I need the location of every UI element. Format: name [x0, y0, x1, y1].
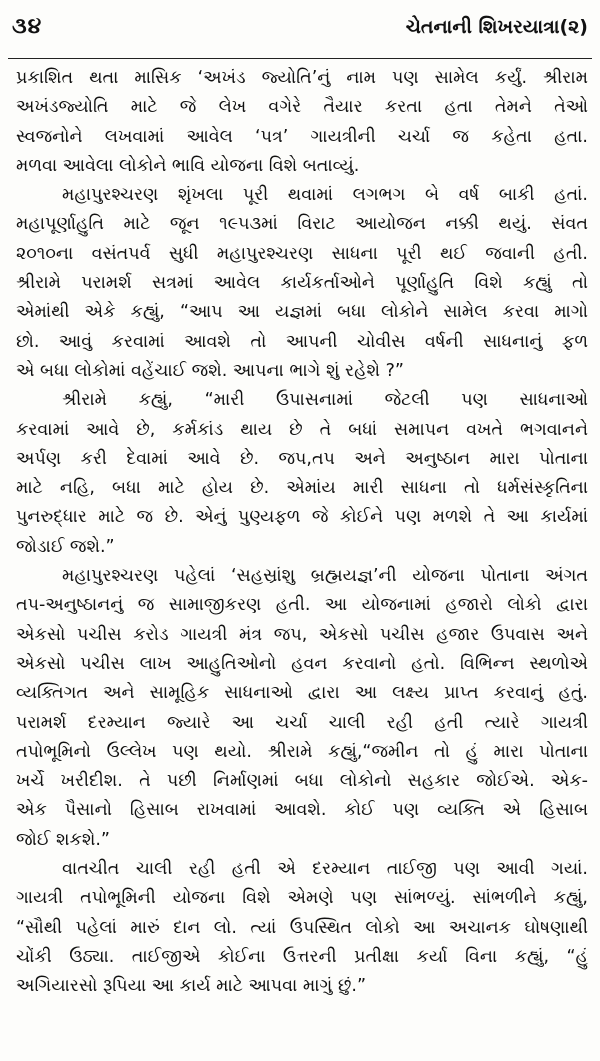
- text-line: મળવા આવેલા લોકોને ભાવિ યોજના વિશે બતાવ્યું.: [16, 155, 360, 176]
- page-header: [0, 6, 600, 46]
- text-line: એક પૈસાનો હિસાબ રાખવામાં આવશે. કોઈ પણ વ્યક્તિ એ હિસાબ: [16, 800, 588, 821]
- text-line: ગાયત્રી તપોભૂમિની યોજના વિશે એમણે પણ સાંભળ્યું. સાંભળીને કહ્યું,: [16, 888, 588, 909]
- running-title: ચેતનાની શિખરયાત્રા(૨): [405, 16, 588, 38]
- text-line: જોઈ શકશે.”: [16, 829, 110, 850]
- page-number: ૩૪: [12, 14, 43, 39]
- text-line: છો. આવું કરવામાં આવશે તો આપની ચોવીસ વર્ષની સાધનાનું ફળ: [16, 331, 588, 352]
- text-line: પુનરુદ્ધાર માટે જ છે. એનું પુણ્યફળ જે કોઈને પણ મળશે તે આ કાર્યમાં: [16, 507, 588, 528]
- text-line: અર્પણ કરી દેવામાં આવે છે. જપ,તપ અને અનુષ્ઠાન મારા પોતાના: [16, 448, 588, 469]
- text-line: તપ-અનુષ્ઠાનનું જ સામાજીકરણ હતી. આ યોજનામાં હજારો લોકો દ્વારા: [16, 595, 588, 616]
- text-line: “સૌથી પહેલાં મારું દાન લો. ત્યાં ઉપસ્થિત લોકો આ અચાનક ઘોષણાથી: [16, 917, 588, 938]
- text-line: માટે નહિ, બધા માટે હોય છે. એમાંય મારી સાધના તો ધર્મસંસ્કૃતિના: [16, 478, 588, 499]
- text-line: ચોંકી ઉઠ્યા. તાઈજીએ કોઈના ઉત્તરની પ્રતીક્ષા કર્યા વિના કહ્યું, “હું: [16, 946, 588, 967]
- text-line: મહાપૂર્ણાહુતિ માટે જૂન ૧૯૫૩માં વિરાટ આયોજન નક્કી થયું. સંવત: [16, 214, 588, 235]
- text-line: વાતચીત ચાલી રહી હતી એ દરમ્યાન તાઈજી પણ આવી ગયાં.: [62, 859, 588, 880]
- text-line: અખંડજ્યોતિ માટે જે લેખ વગેરે તૈયાર કરતા હતા તેમને તેઓ: [16, 97, 588, 118]
- header-rule: [8, 58, 592, 59]
- text-line: પરામર્શ દરમ્યાન જ્યારે આ ચર્ચા ચાલી રહી હતી ત્યારે ગાયત્રી: [16, 712, 588, 733]
- text-line: જોડાઈ જશે.”: [16, 536, 115, 557]
- text-line: મહાપુરશ્ચરણ પહેલાં ‘સહસ્રાંશુ બ્રહ્મયજ્ઞ’ની યોજના પોતાના અંગત: [62, 566, 588, 587]
- text-line: મહાપુરશ્ચરણ શૃંખલા પૂરી થવામાં લગભગ બે વર્ષ બાકી હતાં.: [62, 185, 588, 206]
- body-text: [16, 64, 588, 1002]
- text-line: એ બધા લોકોમાં વહેંચાઈ જશે. આપના ભાગે શું રહેશે ?”: [16, 360, 404, 381]
- text-line: એમાંથી એકે કહ્યું, “આપ આ યજ્ઞમાં બધા લોકોને સામેલ કરવા માગો: [16, 302, 588, 323]
- text-line: તપોભૂમિનો ઉલ્લેખ પણ થયો. શ્રીરામે કહ્યું,“જમીન તો હું મારા પોતાના: [16, 741, 588, 762]
- text-line: એકસો પચીસ કરોડ ગાયત્રી મંત્ર જપ, એકસો પચીસ હજાર ઉપવાસ અને: [16, 624, 588, 645]
- text-line: પ્રકાશિત થતા માસિક ‘અખંડ જ્યોતિ’નું નામ પણ સામેલ કર્યું. શ્રીરામ: [16, 68, 588, 88]
- text-line: અગિયારસો રૂપિયા આ કાર્ય માટે આપવા માગું છું.”: [16, 976, 367, 997]
- text-line: કરવામાં આવે છે, કર્મકાંડ થાય છે તે બધાં સમાપન વખતે ભગવાનને: [16, 419, 588, 440]
- text-line: ખર્ચે ખરીદીશ. તે પછી નિર્માણમાં બધા લોકોનો સહકાર જોઈએ. એક-: [16, 771, 588, 792]
- text-line: સ્વજનોને લખવામાં આવેલ ‘પત્ર’ ગાયત્રીની ચર્ચા જ કહેતા હતા.: [16, 126, 588, 147]
- text-line: ૨૦૧૦ના વસંતપર્વ સુધી મહાપુરશ્ચરણ સાધના પૂરી થઈ જવાની હતી.: [16, 243, 588, 264]
- text-line: શ્રીરામે કહ્યું, “મારી ઉપાસનામાં જેટલી પણ સાધનાઓ: [62, 390, 588, 411]
- text-line: વ્યક્તિગત અને સામૂહિક સાધનાઓ દ્વારા આ લક્ષ્ય પ્રાપ્ત કરવાનું હતું.: [16, 683, 588, 704]
- text-line: શ્રીરામે પરામર્શ સત્રમાં આવેલ કાર્યકર્તાઓને પૂર્ણાહુતિ વિશે કહ્યું તો: [16, 273, 588, 294]
- text-line: એકસો પચીસ લાખ આહુતિઓનો હવન કરવાનો હતો. વિભિન્ન સ્થળોએ: [16, 653, 588, 674]
